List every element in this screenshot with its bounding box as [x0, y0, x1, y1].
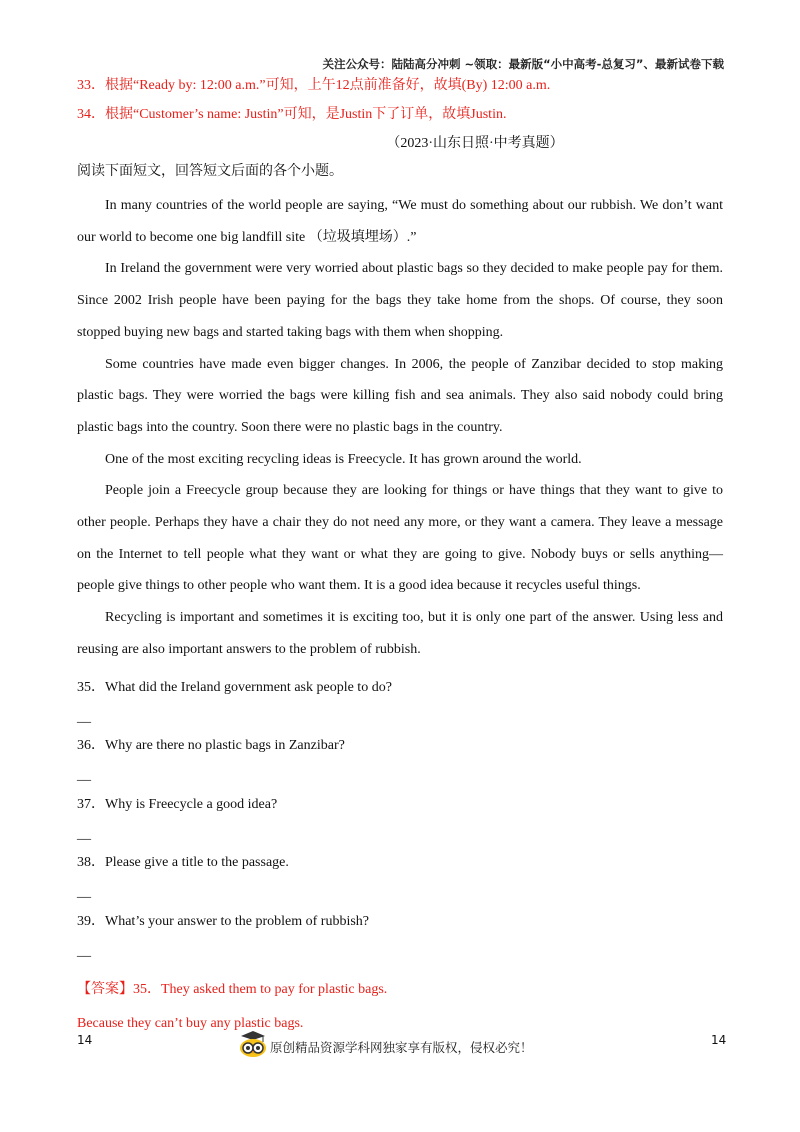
answer-blank[interactable]: __	[77, 768, 91, 784]
answer-35: 35．They asked them to pay for plastic bags.	[133, 981, 388, 997]
answer-33: 33．根据“Ready by: 12:00 a.m.”可知，上午12点前准备好，故填(By) 12:00 a.m.	[77, 78, 551, 93]
paragraph-1: In many countries of the world people are saying, “We must do something about our rubbish. We don’t want our world to become one big landfill site （垃圾填埋场）.”	[77, 198, 723, 245]
content	[77, 76, 723, 1048]
answer-blank[interactable]: __	[77, 826, 91, 842]
answer-34: 34．根据“Customer’s name: Justin”可知，是Justin下了订单，故填Justin.	[77, 107, 507, 122]
page-header: 关注公众号：陆陆高分冲刺 ~领取：最新版“小中高考-总复习”、最新试卷下载	[322, 57, 724, 71]
question-text: 35．What did the Ireland government ask people to do?	[77, 679, 392, 695]
paragraph-6: Recycling is important and sometimes it is exciting too, but it is only one part of the answer. Using less and reusing are also important answers to the problem of rubbish.	[77, 610, 723, 657]
question-text: 38．Please give a title to the passage.	[77, 855, 289, 871]
paragraph-4: One of the most exciting recycling ideas is Freecycle. It has grown around the world.	[105, 451, 582, 467]
answer-blank[interactable]: __	[77, 709, 91, 725]
paragraph-3: Some countries have made even bigger changes. In 2006, the people of Zanzibar decided to stop making plastic bags. They were worried the bags were killing fish and sea animals. They also said nobody could bring plastic bags into the country. Soon there were no plastic bags in the country.	[77, 356, 723, 435]
question-38	[77, 853, 723, 912]
page-number-left: 14	[77, 1033, 93, 1047]
page-number-right: 14	[711, 1033, 727, 1047]
question-text: 36．Why are there no plastic bags in Zanzibar?	[77, 738, 345, 754]
footer-copyright	[238, 1030, 533, 1063]
answer-blank[interactable]: __	[77, 943, 91, 959]
owl-logo-icon	[238, 1030, 268, 1063]
instruction: 阅读下面短文，回答短文后面的各个小题。	[77, 164, 343, 179]
question-text: 39．What’s your answer to the problem of rubbish?	[77, 913, 369, 929]
copyright-text: 原创精品资源学科网独家享有版权，侵权必究！	[270, 1039, 533, 1055]
answer-label: 【答案】	[77, 981, 133, 997]
question-text: 37．Why is Freecycle a good idea?	[77, 796, 278, 812]
question-36	[77, 736, 723, 795]
answer-block	[77, 980, 723, 1000]
question-39	[77, 912, 723, 962]
answer-36: Because they can’t buy any plastic bags.	[77, 1015, 304, 1031]
question-37	[77, 795, 723, 854]
source-label: （2023·山东日照·中考真题）	[386, 136, 564, 151]
answer-blank[interactable]: __	[77, 885, 91, 901]
paragraph-2: In Ireland the government were very worried about plastic bags so they decided to make people pay for them. Since 2002 Irish people have been paying for the bags they take home from the shops. Of course, they soon stopped buying new bags and started taking bags with them when shopping.	[77, 261, 723, 340]
question-35	[77, 678, 723, 737]
paragraph-5: People join a Freecycle group because they are looking for things or have things that they want to give to other people. Perhaps they have a chair they do not need any more, or they want a camera. They leave a message on the Internet to tell people what they want or what they are going to give. Nobody buys or sells anything—people give things to other people who want them. It is a good idea because it recycles useful things.	[77, 483, 723, 594]
